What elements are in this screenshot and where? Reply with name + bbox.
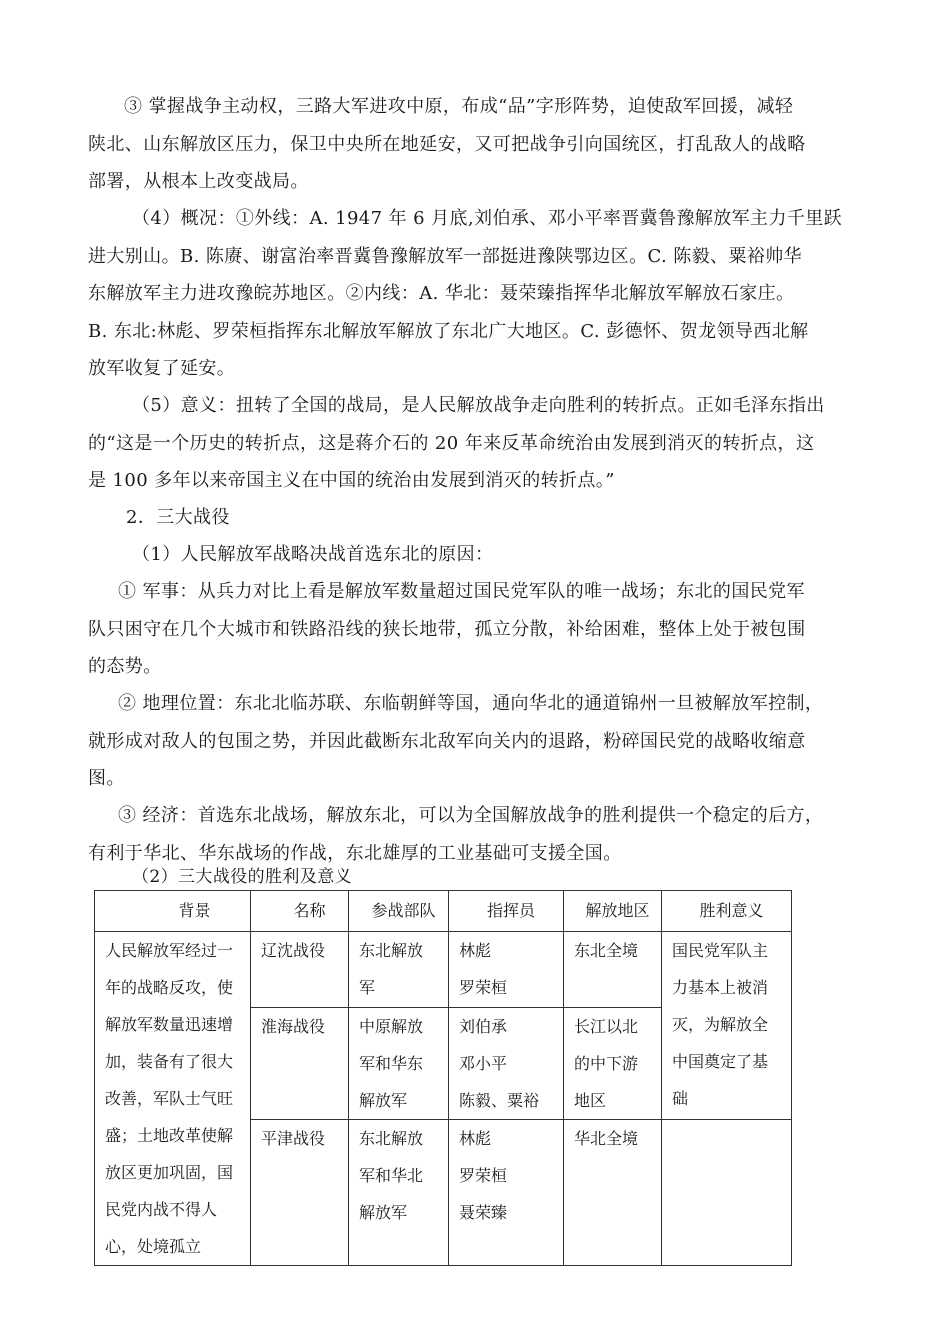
text-line: 有利于华北、华东战场的作战，东北雄厚的工业基础可支援全国。 [88,842,622,864]
paragraph-strategic-initiative [88,88,864,201]
header-region: 解放地区 [564,891,662,932]
text-line: （5）意义：扭转了全国的战局，是人民解放战争走向胜利的转折点。正如毛泽东指出 [132,395,825,416]
cell-line: 人民解放军经过一 [105,941,234,960]
cell-line: 国民党军队主 [672,941,769,960]
cell-line: 辽沈战役 [261,941,326,960]
cell-forces [349,932,449,1008]
paragraph-military [88,573,864,686]
cell-line: 盛；土地改革使解 [105,1126,234,1145]
text-line: 部署，从根本上改变战局。 [88,171,309,192]
cell-line: 础 [672,1089,689,1108]
header-background: 背景 [95,891,251,932]
cell-line: 中国奠定了基 [672,1052,769,1071]
text-line: 图。 [88,768,125,789]
cell-line: 林彪 [459,1129,492,1148]
section-heading-three-campaigns [126,499,902,537]
cell-line: 华北全境 [574,1129,639,1148]
cell-line: 力基本上被消 [672,978,769,997]
cell-commanders [449,932,564,1008]
text-line: 的态势。 [88,656,162,677]
cell-line: 聂荣臻 [459,1203,508,1222]
cell-line: 陈毅、粟裕 [459,1091,540,1110]
cell-line: 淮海战役 [261,1017,326,1036]
cell-campaign-name [251,1008,349,1120]
text-line: ② 地理位置：东北北临苏联、东临朝鲜等国，通向华北的通道锦州一旦被解放军控制， [118,693,824,714]
header-name: 名称 [251,891,349,932]
cell-line: 长江以北 [574,1017,639,1036]
cell-region [564,1008,662,1120]
cell-line: 放区更加巩固，国 [105,1163,234,1182]
cell-significance [662,932,792,1120]
text-line: B. 东北:林彪、罗荣桓指挥东北解放军解放了东北广大地区。C. 彭德怀、贺龙领导西北解 [88,320,809,342]
paragraph-overview [88,200,864,388]
cell-line: 中原解放 [359,1017,424,1036]
subheading-victory-significance [132,862,908,892]
text-line: ③ 经济：首选东北战场，解放东北，可以为全国解放战争的胜利提供一个稳定的后方， [118,805,824,826]
header-forces: 参战部队 [349,891,449,932]
cell-commanders [449,1008,564,1120]
paragraph-geography [88,685,864,798]
header-commanders: 指挥员 [449,891,564,932]
paragraph-significance [88,387,864,500]
text-line: ① 军事：从兵力对比上看是解放军数量超过国民党军队的唯一战场；东北的国民党军 [118,581,805,602]
text-line: 的“这是一个历史的转折点，这是蒋介石的 20 年来反革命统治由发展到消灭的转折点，这 [88,432,815,454]
table-row [95,932,792,1008]
text-line: （4）概况：①外线：A. 1947 年 6 月底,刘伯承、邓小平率晋冀鲁豫解放军主力千里跃 [132,208,843,229]
text-line: 队只困守在几个大城市和铁路沿线的狭长地带，孤立分散，补给困难，整体上处于被包围 [88,618,806,640]
cell-line: 的中下游 [574,1054,639,1073]
cell-line: 年的战略反攻，使 [105,978,234,997]
cell-line: 加，装备有了很大 [105,1052,234,1071]
cell-commanders [449,1120,564,1266]
cell-line: 解放军 [359,1091,408,1110]
subheading: （1）人民解放军战略决战首选东北的原因： [132,544,494,565]
cell-line: 解放军数量迅速增 [105,1015,234,1034]
three-campaigns-table [94,890,792,1266]
cell-line: 地区 [574,1091,607,1110]
cell-line: 军 [359,978,376,997]
cell-line: 罗荣桓 [459,978,508,997]
text-line: 陕北、山东解放区压力，保卫中央所在地延安，又可把战争引向国统区，打乱敌人的战略 [88,133,806,155]
text-line: 就形成对敌人的包围之势，并因此截断东北敌军向关内的退路，粉碎国民党的战略收缩意 [88,730,806,752]
cell-background [95,932,251,1266]
table-header-row [95,891,792,932]
cell-line: 改善，军队士气旺 [105,1089,234,1108]
cell-line: 东北全境 [574,941,639,960]
cell-line: 军和华东 [359,1054,424,1073]
text-line: 放军收复了延安。 [88,358,236,379]
text-line: 东解放军主力进攻豫皖苏地区。②内线：A. 华北：聂荣臻指挥华北解放军解放石家庄。 [88,283,795,304]
cell-line: 灭，为解放全 [672,1015,769,1034]
cell-line: 心，处境孤立 [105,1237,202,1256]
header-significance: 胜利意义 [662,891,792,932]
text-line: ③ 掌握战争主动权，三路大军进攻中原，布成“品”字形阵势，迫使敌军回援，减轻 [124,96,794,117]
cell-line: 平津战役 [261,1129,326,1148]
cell-line: 解放军 [359,1203,408,1222]
cell-line: 民党内战不得人 [105,1200,218,1219]
section-heading: 2．三大战役 [126,507,230,528]
cell-region [564,1120,662,1266]
text-line: 是 100 多年以来帝国主义在中国的统治由发展到消灭的转折点。” [88,470,615,491]
cell-line: 军和华北 [359,1166,424,1185]
cell-campaign-name [251,932,349,1008]
text-line: 进大别山。B. 陈赓、谢富治率晋冀鲁豫解放军一部挺进豫陕鄂边区。C. 陈毅、粟裕帅华 [88,245,803,267]
paragraph-economy [88,797,864,872]
cell-line: 罗荣桓 [459,1166,508,1185]
cell-campaign-name [251,1120,349,1266]
cell-line: 东北解放 [359,1129,424,1148]
cell-line: 邓小平 [459,1054,508,1073]
cell-significance-empty [662,1120,792,1266]
cell-forces [349,1008,449,1120]
subheading: （2）三大战役的胜利及意义 [132,867,353,887]
cell-line: 刘伯承 [459,1017,508,1036]
cell-line: 东北解放 [359,941,424,960]
subheading-reasons [132,536,908,574]
cell-line: 林彪 [459,941,492,960]
cell-region [564,932,662,1008]
cell-forces [349,1120,449,1266]
